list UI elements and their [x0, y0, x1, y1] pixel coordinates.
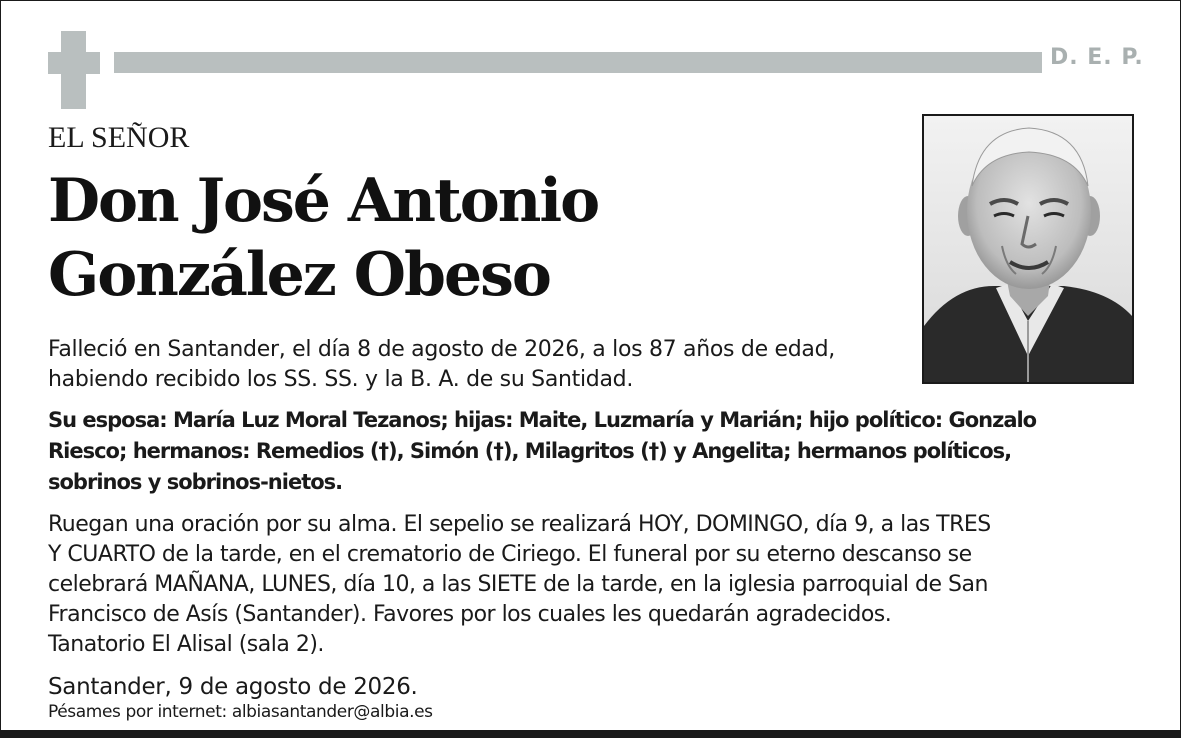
salutation: EL SEÑOR — [48, 121, 190, 154]
funeral-info-line-4: Francisco de Asís (Santander). Favores por los cuales les quedarán agradecidos. — [48, 602, 892, 627]
funeral-info-line-3: celebrará MAÑANA, LUNES, día 10, a las SIETE de la tarde, en la iglesia parroquial de San — [48, 572, 988, 597]
funeral-info-line-2: Y CUARTO de la tarde, en el crematorio de Ciriego. El funeral por su eterno descanso se — [48, 542, 972, 567]
deceased-name-line-1: Don José Antonio — [48, 166, 599, 236]
cross-icon-arm — [48, 52, 100, 74]
dep-label: D. E. P. — [1050, 45, 1144, 70]
death-notice-line-2: habiendo recibido los SS. SS. y la B. A. de su Santidad. — [48, 367, 634, 392]
condolence-label: Pésames por internet: — [48, 702, 227, 722]
portrait-photo — [922, 114, 1134, 384]
family-line-1: Su esposa: María Luz Moral Tezanos; hijas: Maite, Luzmaría y Marián; hijo político: Gonzalo — [48, 408, 1037, 432]
condolence-line — [48, 702, 433, 722]
funeral-info-line-5: Tanatorio El Alisal (sala 2). — [48, 632, 324, 657]
portrait-image — [924, 116, 1132, 382]
death-notice-line-1: Falleció en Santander, el día 8 de agosto de 2026, a los 87 años de edad, — [48, 337, 835, 362]
family-line-3: sobrinos y sobrinos-nietos. — [48, 470, 343, 494]
bottom-border — [0, 730, 1181, 738]
family-line-2: Riesco; hermanos: Remedios (†), Simón (†), Milagritos (†) y Angelita; hermanos políticos, — [48, 439, 1012, 463]
place-date: Santander, 9 de agosto de 2026. — [48, 674, 418, 700]
funeral-info-line-1: Ruegan una oración por su alma. El sepelio se realizará HOY, DOMINGO, día 9, a las TRES — [48, 512, 991, 537]
condolence-email: albiasantander@albia.es — [231, 702, 433, 722]
header-bar — [114, 52, 1042, 73]
deceased-name-line-2: González Obeso — [48, 240, 550, 310]
